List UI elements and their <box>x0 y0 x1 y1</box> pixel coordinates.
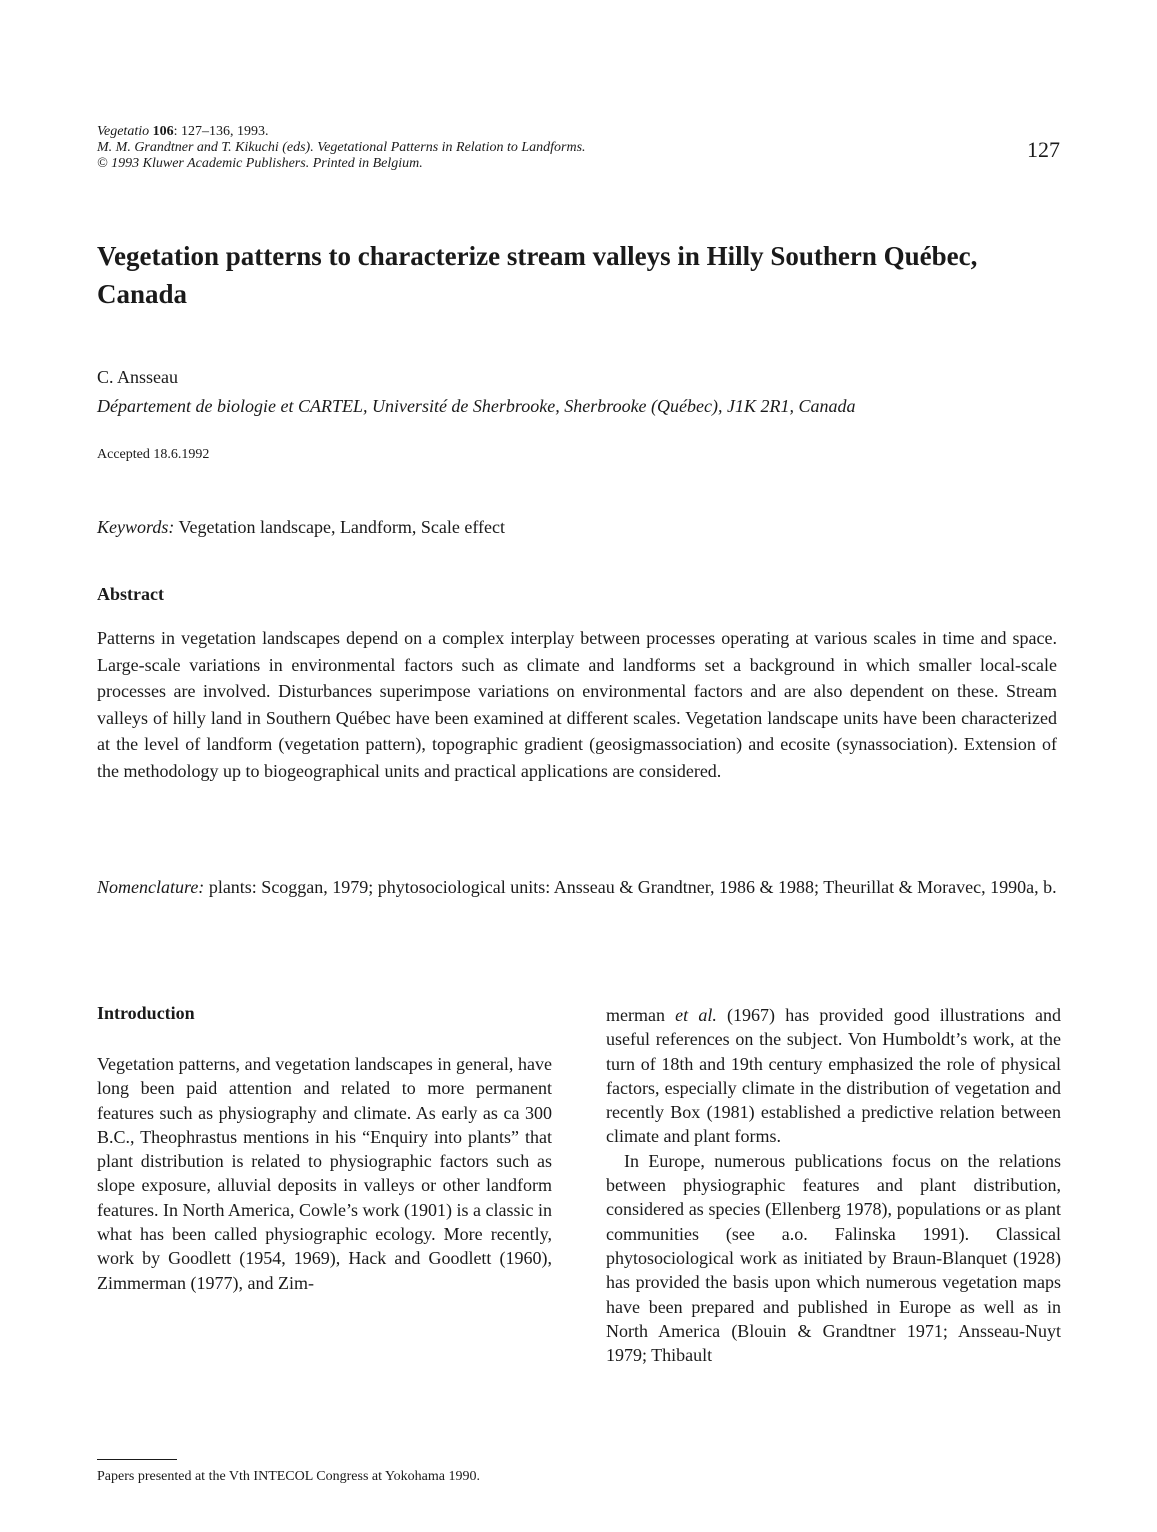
copyright-line: © 1993 Kluwer Academic Publishers. Printed in Belgium. <box>97 156 423 171</box>
abstract-heading: Abstract <box>97 584 164 604</box>
keywords-label: Keywords: <box>97 517 175 537</box>
introduction-paragraph: In Europe, numerous publications focus on the relations between physiographic features and plant distribution, considered as species (Ellenberg 1978), populations or as plant communities (see a.o. Falinska 1991). Classical phytosociological work as initiated by Braun-Blanquet (1928) has provided the basis upon which numerous vegetation maps have been prepared and published in Europe as well as in North America (Blouin & Grandtner 1971; Ansseau-Nuyt 1979; Thibault <box>606 1150 1061 1366</box>
journal-volume: 106 <box>152 124 174 139</box>
nomenclature-label: Nomenclature: <box>97 877 205 897</box>
introduction-left-column <box>97 1052 552 1295</box>
nomenclature <box>97 874 1057 901</box>
accepted-date: Accepted 18.6.1992 <box>97 447 210 462</box>
footnote-divider <box>97 1459 177 1460</box>
author-affiliation: Département de biologie et CARTEL, Université de Sherbrooke, Sherbrooke (Québec), J1K 2R1, Canada <box>97 396 856 416</box>
footnote: Papers presented at the Vth INTECOL Congress at Yokohama 1990. <box>97 1469 480 1484</box>
author-name: C. Ansseau <box>97 367 178 387</box>
et-al: et al. <box>675 1005 717 1025</box>
page-number: 127 <box>1027 137 1060 162</box>
journal-name: Vegetatio <box>97 124 150 139</box>
keywords <box>97 517 505 538</box>
journal-pages-year: : 127–136, 1993. <box>173 124 269 139</box>
abstract-text: Patterns in vegetation landscapes depend on a complex interplay between processes operating at various scales in time and space. Large-scale variations in environmental factors such as climate and landforms set a background in which smaller local-scale processes are involved. Disturbances superimpose variations on environmental factors and are also dependent on these. Stream valleys of hilly land in Southern Québec have been examined at different scales. Vegetation landscape units have been characterized at the level of landform (vegetation pattern), topographic gradient (geosigmassociation) and ecosite (synassociation). Extension of the methodology up to biogeographical units and practical applications are considered. <box>97 628 1057 781</box>
citation-line <box>97 124 586 140</box>
keywords-text: Vegetation landscape, Landform, Scale effect <box>174 517 506 537</box>
editors-line: M. M. Grandtner and T. Kikuchi (eds). Vegetational Patterns in Relation to Landforms. <box>97 140 586 155</box>
text-span: merman <box>606 1005 676 1025</box>
running-header <box>97 124 586 172</box>
nomenclature-text: plants: Scoggan, 1979; phytosociological units: Ansseau & Grandtner, 1986 & 1988; Theurillat & Moravec, 1990a, b. <box>204 877 1057 897</box>
text-span: (1967) has provided good illustrations and useful references on the subject. Von Humboldt’s work, at the turn of 18th and 19th century emphasized the role of physical factors, especially climate in the distribution of vegetation and recently Box (1981) established a predictive relation between climate and plant forms. <box>606 1005 1061 1147</box>
paper-title: Vegetation patterns to characterize stream valleys in Hilly Southern Québec, Canada <box>97 241 978 309</box>
introduction-heading: Introduction <box>97 1003 195 1023</box>
introduction-paragraph-continued <box>606 1003 1061 1149</box>
introduction-right-column <box>606 1003 1061 1367</box>
introduction-paragraph: Vegetation patterns, and vegetation landscapes in general, have long been paid attention and related to more permanent features such as physiography and climate. As early as ca 300 B.C., Theophrastus mentions in his “Enquiry into plants” that plant distribution is related to physiographic factors such as slope exposure, alluvial deposits in valleys or other landform features. In North America, Cowle’s work (1901) is a classic in what has been called physiographic ecology. More recently, work by Goodlett (1954, 1969), Hack and Goodlett (1960), Zimmerman (1977), and Zim- <box>97 1054 552 1293</box>
